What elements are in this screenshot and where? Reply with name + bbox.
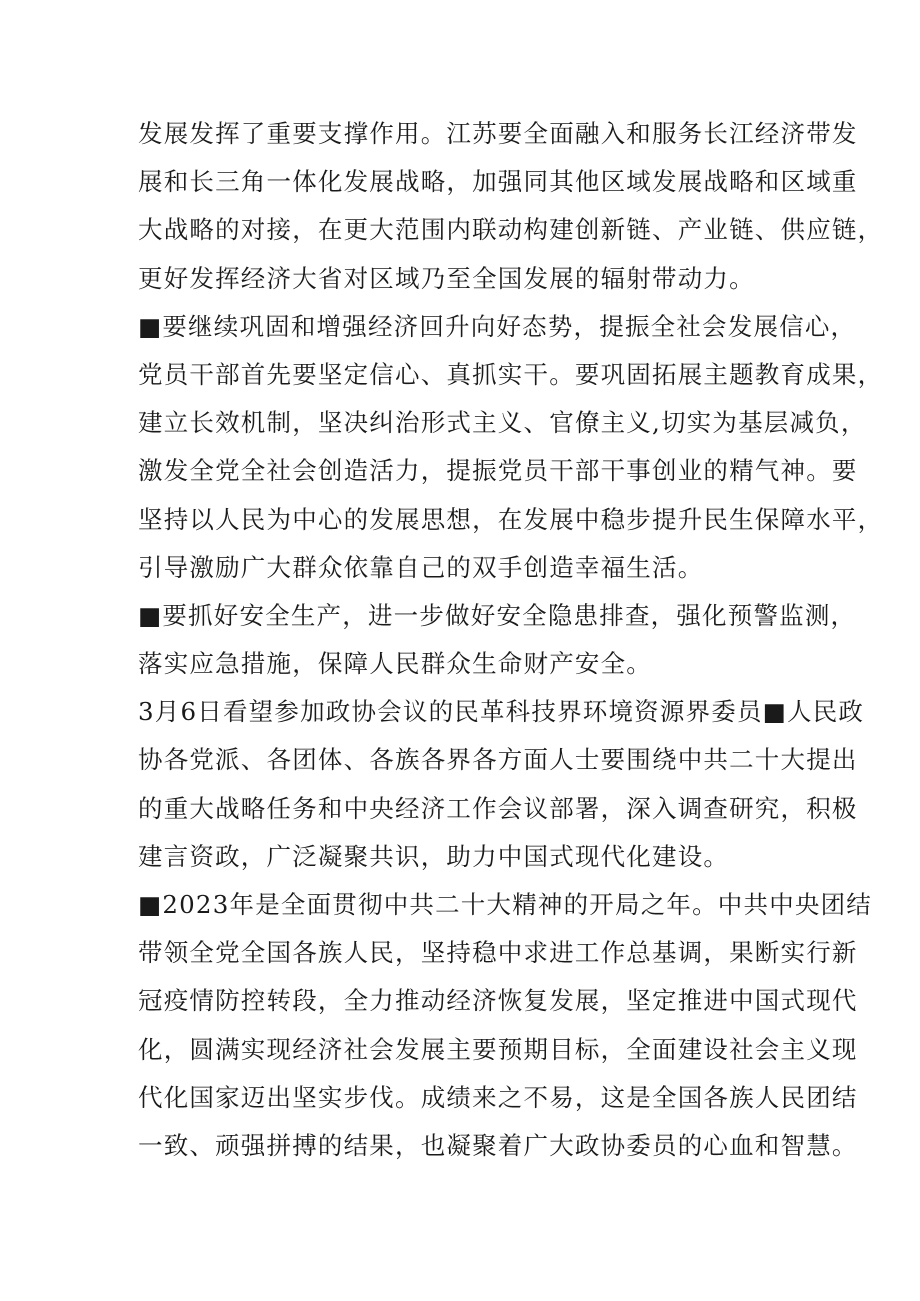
text-line: 3月6日看望参加政协会议的民革科技界环境资源界委员■人民政 <box>138 697 865 727</box>
text-line: 大战略的对接，在更大范围内联动构建创新链、产业链、供应链， <box>138 215 884 245</box>
text-line: 落实应急措施，保障人民群众生命财产安全。 <box>138 649 652 679</box>
text-line: ■2023年是全面贯彻中共二十大精神的开局之年。中共中央团结 <box>138 890 872 919</box>
text-line: ■要继续巩固和增强经济回升向好态势，提振全社会发展信心， <box>138 311 857 341</box>
text-line: 一致、顽强拼搏的结果，也凝聚着广大政协委员的心血和智慧。 <box>138 1130 858 1160</box>
text-line: 发展发挥了重要支撑作用。江苏要全面融入和服务长江经济带发 <box>138 119 858 148</box>
text-line: 代化国家迈出坚实步伐。成绩来之不易，这是全国各族人民团结 <box>138 1082 858 1112</box>
text-line: 激发全党全社会创造活力，提振党员干部干事创业的精气神。要 <box>138 456 858 486</box>
body-text <box>138 110 884 1170</box>
text-line: 坚持以人民为中心的发展思想，在发展中稳步提升民生保障水平， <box>138 504 884 534</box>
text-line: 化，圆满实现经济社会发展主要预期目标，全面建设社会主义现 <box>138 1034 858 1064</box>
text-line: ■要抓好安全生产，进一步做好安全隐患排查，强化预警监测， <box>138 600 857 630</box>
text-line: 冠疫情防控转段，全力推动经济恢复发展，坚定推进中国式现代 <box>138 986 858 1016</box>
text-line: 更好发挥经济大省对区域乃至全国发展的辐射带动力。 <box>138 263 755 293</box>
text-line: 展和长三角一体化发展战略，加强同其他区域发展战略和区域重 <box>138 167 858 197</box>
text-line: 的重大战略任务和中央经济工作会议部署，深入调查研究，积极 <box>138 793 858 823</box>
text-line: 带领全党全国各族人民，坚持稳中求进工作总基调，果断实行新 <box>138 938 858 968</box>
text-line: 党员干部首先要坚定信心、真抓实干。要巩固拓展主题教育成果， <box>138 359 884 389</box>
text-line: 引导激励广大群众依靠自己的双手创造幸福生活。 <box>138 552 704 582</box>
text-line: 建言资政，广泛凝聚共识，助力中国式现代化建设。 <box>138 841 730 871</box>
text-line: 建立长效机制，坚决纠治形式主义、官僚主义,切实为基层减负， <box>138 408 867 438</box>
text-line: 协各党派、各团体、各族各界各方面人士要围绕中共二十大提出 <box>138 745 858 775</box>
